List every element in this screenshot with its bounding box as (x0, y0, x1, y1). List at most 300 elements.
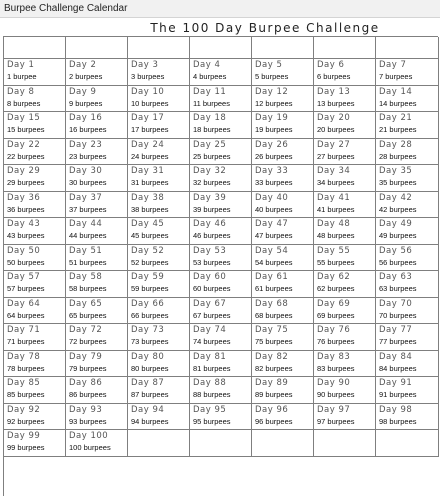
burpee-count: 7 burpees (379, 72, 413, 81)
burpee-count: 99 burpees (7, 443, 45, 452)
day-cell[interactable] (66, 165, 128, 192)
day-label: Day 9 (69, 86, 97, 97)
day-cell[interactable] (128, 59, 190, 86)
day-label: Day 13 (317, 86, 351, 97)
day-label: Day 92 (7, 404, 41, 415)
burpee-count: 100 burpees (69, 443, 111, 452)
day-label: Day 54 (255, 245, 289, 256)
day-label: Day 34 (317, 166, 351, 176)
day-label: Day 37 (69, 192, 103, 203)
header-cell[interactable] (376, 37, 439, 59)
day-label: Day 49 (379, 219, 413, 229)
day-label: Day 2 (69, 60, 97, 70)
day-cell[interactable] (66, 218, 128, 245)
day-label: Day 98 (379, 404, 413, 415)
burpee-count: 40 burpees (255, 204, 293, 214)
day-cell[interactable] (4, 245, 66, 272)
day-label: Day 57 (7, 272, 41, 282)
burpee-count: 53 burpees (193, 257, 231, 267)
burpee-count: 61 burpees (255, 284, 293, 293)
day-cell[interactable] (376, 192, 439, 219)
day-cell[interactable] (252, 112, 314, 139)
day-cell[interactable] (376, 59, 439, 86)
day-cell[interactable] (376, 165, 439, 192)
day-cell[interactable] (128, 165, 190, 192)
day-cell[interactable] (376, 139, 439, 166)
burpee-count: 82 burpees (255, 363, 293, 373)
day-cell[interactable] (376, 404, 439, 431)
day-label: Day 29 (7, 166, 41, 176)
day-label: Day 31 (131, 166, 165, 176)
day-label: Day 75 (255, 325, 289, 335)
day-label: Day 55 (317, 245, 351, 256)
day-cell[interactable] (4, 218, 66, 245)
day-cell[interactable] (314, 271, 376, 298)
burpee-count: 66 burpees (131, 310, 169, 320)
day-label: Day 93 (69, 404, 103, 415)
burpee-count: 27 burpees (317, 151, 355, 161)
day-cell[interactable] (190, 165, 252, 192)
day-label: Day 77 (379, 325, 413, 335)
day-cell[interactable] (4, 192, 66, 219)
day-label: Day 97 (317, 404, 351, 415)
burpee-count: 97 burpees (317, 416, 355, 426)
day-cell[interactable] (66, 192, 128, 219)
burpee-count: 98 burpees (379, 416, 417, 426)
day-label: Day 16 (69, 113, 103, 123)
header-cell[interactable] (252, 37, 314, 59)
burpee-count: 73 burpees (131, 337, 169, 346)
day-cell[interactable] (252, 298, 314, 325)
burpee-count: 89 burpees (255, 390, 293, 399)
day-label: Day 25 (193, 139, 227, 150)
burpee-count: 69 burpees (317, 310, 355, 320)
day-cell[interactable] (128, 271, 190, 298)
day-cell[interactable] (314, 245, 376, 272)
burpee-count: 54 burpees (255, 257, 293, 267)
day-cell[interactable] (4, 351, 66, 378)
day-cell[interactable] (128, 218, 190, 245)
burpee-count: 35 burpees (379, 178, 417, 187)
header-cell[interactable] (4, 37, 66, 59)
day-label: Day 79 (69, 351, 103, 362)
day-label: Day 48 (317, 219, 351, 229)
burpee-count: 31 burpees (131, 178, 169, 187)
burpee-count: 84 burpees (379, 363, 417, 373)
burpee-count: 32 burpees (193, 178, 231, 187)
burpee-count: 70 burpees (379, 310, 417, 320)
day-cell[interactable] (190, 192, 252, 219)
burpee-count: 16 burpees (69, 125, 107, 134)
day-cell[interactable] (252, 324, 314, 351)
burpee-count: 41 burpees (317, 204, 355, 214)
burpee-count: 44 burpees (69, 231, 107, 240)
burpee-count: 75 burpees (255, 337, 293, 346)
day-label: Day 1 (7, 60, 35, 70)
burpee-count: 12 burpees (255, 98, 293, 108)
empty-cell[interactable] (252, 430, 314, 457)
day-label: Day 40 (255, 192, 289, 203)
day-label: Day 85 (7, 378, 41, 388)
day-cell[interactable] (66, 139, 128, 166)
day-label: Day 86 (69, 378, 103, 388)
burpee-count: 95 burpees (193, 416, 231, 426)
day-label: Day 12 (255, 86, 289, 97)
burpee-count: 36 burpees (7, 204, 45, 214)
burpee-count: 10 burpees (131, 98, 169, 108)
day-label: Day 50 (7, 245, 41, 256)
day-cell[interactable] (4, 430, 66, 457)
day-label: Day 59 (131, 272, 165, 282)
day-label: Day 23 (69, 139, 103, 150)
day-cell[interactable] (128, 404, 190, 431)
day-label: Day 78 (7, 351, 41, 362)
burpee-count: 94 burpees (131, 416, 169, 426)
day-label: Day 69 (317, 298, 351, 309)
burpee-count: 14 burpees (379, 98, 417, 108)
header-cell[interactable] (128, 37, 190, 59)
burpee-count: 28 burpees (379, 151, 417, 161)
day-label: Day 58 (69, 272, 103, 282)
day-label: Day 60 (193, 272, 227, 282)
day-label: Day 32 (193, 166, 227, 176)
day-cell[interactable] (190, 218, 252, 245)
empty-cell[interactable] (128, 430, 190, 457)
day-cell[interactable] (4, 165, 66, 192)
day-cell[interactable] (376, 324, 439, 351)
day-cell[interactable] (252, 59, 314, 86)
day-label: Day 95 (193, 404, 227, 415)
day-cell[interactable] (190, 298, 252, 325)
day-cell[interactable] (66, 404, 128, 431)
burpee-count: 51 burpees (69, 257, 107, 267)
day-cell[interactable] (128, 324, 190, 351)
day-label: Day 42 (379, 192, 413, 203)
burpee-count: 11 burpees (193, 98, 230, 108)
burpee-count: 60 burpees (193, 284, 231, 293)
burpee-count: 45 burpees (131, 231, 169, 240)
day-cell[interactable] (190, 86, 252, 113)
burpee-count: 39 burpees (193, 204, 231, 214)
day-cell[interactable] (190, 351, 252, 378)
day-label: Day 24 (131, 139, 165, 150)
day-label: Day 3 (131, 60, 159, 70)
day-cell[interactable] (190, 59, 252, 86)
day-cell[interactable] (314, 218, 376, 245)
calendar-grid (3, 36, 438, 496)
day-label: Day 47 (255, 219, 289, 229)
burpee-count: 34 burpees (317, 178, 355, 187)
day-cell[interactable] (66, 324, 128, 351)
day-cell[interactable] (314, 59, 376, 86)
empty-cell[interactable] (314, 430, 376, 457)
day-cell[interactable] (252, 351, 314, 378)
day-label: Day 51 (69, 245, 103, 256)
day-label: Day 62 (317, 272, 351, 282)
burpee-count: 64 burpees (7, 310, 45, 320)
day-cell[interactable] (190, 271, 252, 298)
day-label: Day 45 (131, 219, 165, 229)
day-label: Day 73 (131, 325, 165, 335)
header-cell[interactable] (66, 37, 128, 59)
burpee-count: 38 burpees (131, 204, 169, 214)
burpee-count: 96 burpees (255, 416, 293, 426)
burpee-count: 13 burpees (317, 98, 355, 108)
day-cell[interactable] (190, 324, 252, 351)
day-label: Day 43 (7, 219, 41, 229)
day-cell[interactable] (376, 112, 439, 139)
burpee-count: 46 burpees (193, 231, 231, 240)
day-label: Day 76 (317, 325, 351, 335)
day-cell[interactable] (4, 404, 66, 431)
day-cell[interactable] (376, 271, 439, 298)
day-label: Day 80 (131, 351, 165, 362)
day-cell[interactable] (66, 298, 128, 325)
day-label: Day 56 (379, 245, 413, 256)
day-label: Day 94 (131, 404, 165, 415)
page-title: The 100 Day Burpee Challenge (150, 21, 380, 35)
day-cell[interactable] (314, 192, 376, 219)
day-cell[interactable] (252, 192, 314, 219)
day-cell[interactable] (190, 139, 252, 166)
day-cell[interactable] (4, 377, 66, 404)
day-cell[interactable] (4, 59, 66, 86)
burpee-count: 92 burpees (7, 416, 45, 426)
day-label: Day 41 (317, 192, 351, 203)
burpee-count: 67 burpees (193, 310, 231, 320)
burpee-count: 63 burpees (379, 284, 417, 293)
burpee-count: 62 burpees (317, 284, 355, 293)
header-cell[interactable] (314, 37, 376, 59)
day-cell[interactable] (128, 192, 190, 219)
day-cell[interactable] (66, 112, 128, 139)
burpee-count: 68 burpees (255, 310, 293, 320)
day-label: Day 89 (255, 378, 289, 388)
burpee-count: 3 burpees (131, 72, 165, 81)
burpee-count: 65 burpees (69, 310, 107, 320)
window-title: Burpee Challenge Calendar (0, 0, 440, 18)
burpee-count: 74 burpees (193, 337, 231, 346)
day-label: Day 96 (255, 404, 289, 415)
day-cell[interactable] (4, 271, 66, 298)
day-label: Day 90 (317, 378, 351, 388)
day-cell[interactable] (66, 86, 128, 113)
burpee-count: 24 burpees (131, 151, 169, 161)
burpee-count: 90 burpees (317, 390, 355, 399)
day-cell[interactable] (314, 86, 376, 113)
day-cell[interactable] (314, 351, 376, 378)
burpee-count: 80 burpees (131, 363, 169, 373)
day-cell[interactable] (314, 324, 376, 351)
day-label: Day 6 (317, 60, 345, 70)
day-cell[interactable] (376, 86, 439, 113)
day-cell[interactable] (4, 86, 66, 113)
burpee-count: 93 burpees (69, 416, 107, 426)
day-label: Day 100 (69, 431, 109, 441)
burpee-count: 47 burpees (255, 231, 293, 240)
burpee-count: 56 burpees (379, 257, 417, 267)
day-label: Day 7 (379, 60, 407, 70)
day-label: Day 26 (255, 139, 289, 150)
day-cell[interactable] (376, 245, 439, 272)
day-label: Day 46 (193, 219, 227, 229)
burpee-count: 71 burpees (7, 337, 45, 346)
day-cell[interactable] (314, 298, 376, 325)
burpee-count: 49 burpees (379, 231, 417, 240)
day-cell[interactable] (252, 404, 314, 431)
day-cell[interactable] (252, 271, 314, 298)
day-cell[interactable] (4, 139, 66, 166)
day-cell[interactable] (128, 86, 190, 113)
day-cell[interactable] (66, 377, 128, 404)
day-cell[interactable] (66, 271, 128, 298)
day-cell[interactable] (66, 351, 128, 378)
burpee-count: 58 burpees (69, 284, 107, 293)
day-label: Day 8 (7, 86, 35, 97)
day-label: Day 66 (131, 298, 165, 309)
day-label: Day 10 (131, 86, 165, 97)
day-label: Day 38 (131, 192, 165, 203)
day-cell[interactable] (376, 218, 439, 245)
day-cell[interactable] (314, 377, 376, 404)
day-cell[interactable] (314, 404, 376, 431)
day-cell[interactable] (128, 245, 190, 272)
day-cell[interactable] (4, 298, 66, 325)
burpee-count: 87 burpees (131, 390, 169, 399)
day-label: Day 82 (255, 351, 289, 362)
day-label: Day 63 (379, 272, 413, 282)
day-cell[interactable] (4, 112, 66, 139)
day-label: Day 65 (69, 298, 103, 309)
day-label: Day 53 (193, 245, 227, 256)
day-cell[interactable] (190, 377, 252, 404)
burpee-count: 48 burpees (317, 231, 355, 240)
day-label: Day 5 (255, 60, 283, 70)
day-label: Day 87 (131, 378, 165, 388)
burpee-count: 4 burpees (193, 72, 227, 81)
burpee-count: 25 burpees (193, 151, 231, 161)
burpee-count: 18 burpees (193, 125, 231, 134)
burpee-count: 33 burpees (255, 178, 293, 187)
burpee-count: 79 burpees (69, 363, 107, 373)
burpee-count: 43 burpees (7, 231, 45, 240)
burpee-count: 17 burpees (131, 125, 169, 134)
day-cell[interactable] (128, 351, 190, 378)
day-cell[interactable] (376, 351, 439, 378)
burpee-count: 5 burpees (255, 72, 289, 81)
burpee-count: 77 burpees (379, 337, 417, 346)
day-label: Day 19 (255, 113, 289, 123)
day-cell[interactable] (66, 59, 128, 86)
day-label: Day 21 (379, 113, 413, 123)
day-cell[interactable] (252, 86, 314, 113)
day-cell[interactable] (252, 165, 314, 192)
day-cell[interactable] (190, 112, 252, 139)
burpee-count: 26 burpees (255, 151, 293, 161)
day-cell[interactable] (190, 245, 252, 272)
burpee-count: 37 burpees (69, 204, 107, 214)
day-cell[interactable] (252, 377, 314, 404)
burpee-count: 19 burpees (255, 125, 293, 134)
day-label: Day 64 (7, 298, 41, 309)
day-label: Day 68 (255, 298, 289, 309)
day-cell[interactable] (314, 112, 376, 139)
burpee-count: 8 burpees (7, 98, 41, 108)
day-label: Day 15 (7, 113, 41, 123)
empty-cell[interactable] (190, 430, 252, 457)
burpee-count: 9 burpees (69, 98, 103, 108)
burpee-count: 72 burpees (69, 337, 107, 346)
burpee-count: 76 burpees (317, 337, 355, 346)
burpee-count: 81 burpees (193, 363, 231, 373)
day-label: Day 67 (193, 298, 227, 309)
day-cell[interactable] (252, 218, 314, 245)
day-cell[interactable] (376, 298, 439, 325)
burpee-count: 83 burpees (317, 363, 355, 373)
day-cell[interactable] (66, 430, 128, 457)
burpee-count: 42 burpees (379, 204, 417, 214)
empty-cell[interactable] (376, 430, 439, 457)
burpee-count: 2 burpees (69, 72, 103, 81)
day-label: Day 74 (193, 325, 227, 335)
day-label: Day 88 (193, 378, 227, 388)
day-label: Day 35 (379, 166, 413, 176)
day-cell[interactable] (128, 298, 190, 325)
day-label: Day 30 (69, 166, 103, 176)
header-cell[interactable] (190, 37, 252, 59)
day-cell[interactable] (376, 377, 439, 404)
day-label: Day 28 (379, 139, 413, 150)
day-label: Day 18 (193, 113, 227, 123)
burpee-count: 29 burpees (7, 178, 45, 187)
burpee-count: 85 burpees (7, 390, 45, 399)
day-cell[interactable] (128, 139, 190, 166)
day-cell[interactable] (314, 165, 376, 192)
day-cell[interactable] (128, 377, 190, 404)
burpee-count: 20 burpees (317, 125, 355, 134)
day-label: Day 91 (379, 378, 413, 388)
day-cell[interactable] (66, 245, 128, 272)
day-cell[interactable] (4, 324, 66, 351)
burpee-count: 1 burpee (7, 72, 37, 81)
day-label: Day 72 (69, 325, 103, 335)
day-label: Day 52 (131, 245, 165, 256)
burpee-count: 23 burpees (69, 151, 107, 161)
day-label: Day 84 (379, 351, 413, 362)
burpee-count: 6 burpees (317, 72, 351, 81)
day-cell[interactable] (252, 245, 314, 272)
day-label: Day 81 (193, 351, 227, 362)
day-label: Day 27 (317, 139, 351, 150)
burpee-count: 22 burpees (7, 151, 45, 161)
burpee-count: 21 burpees (379, 125, 417, 134)
burpee-count: 91 burpees (379, 390, 417, 399)
burpee-count: 78 burpees (7, 363, 45, 373)
day-label: Day 17 (131, 113, 165, 123)
day-cell[interactable] (252, 139, 314, 166)
day-label: Day 20 (317, 113, 351, 123)
day-cell[interactable] (190, 404, 252, 431)
day-cell[interactable] (314, 139, 376, 166)
burpee-count: 88 burpees (193, 390, 231, 399)
day-label: Day 61 (255, 272, 289, 282)
day-cell[interactable] (128, 112, 190, 139)
burpee-count: 86 burpees (69, 390, 107, 399)
day-label: Day 44 (69, 219, 103, 229)
day-label: Day 11 (193, 86, 227, 97)
day-label: Day 71 (7, 325, 41, 335)
day-label: Day 4 (193, 60, 221, 70)
